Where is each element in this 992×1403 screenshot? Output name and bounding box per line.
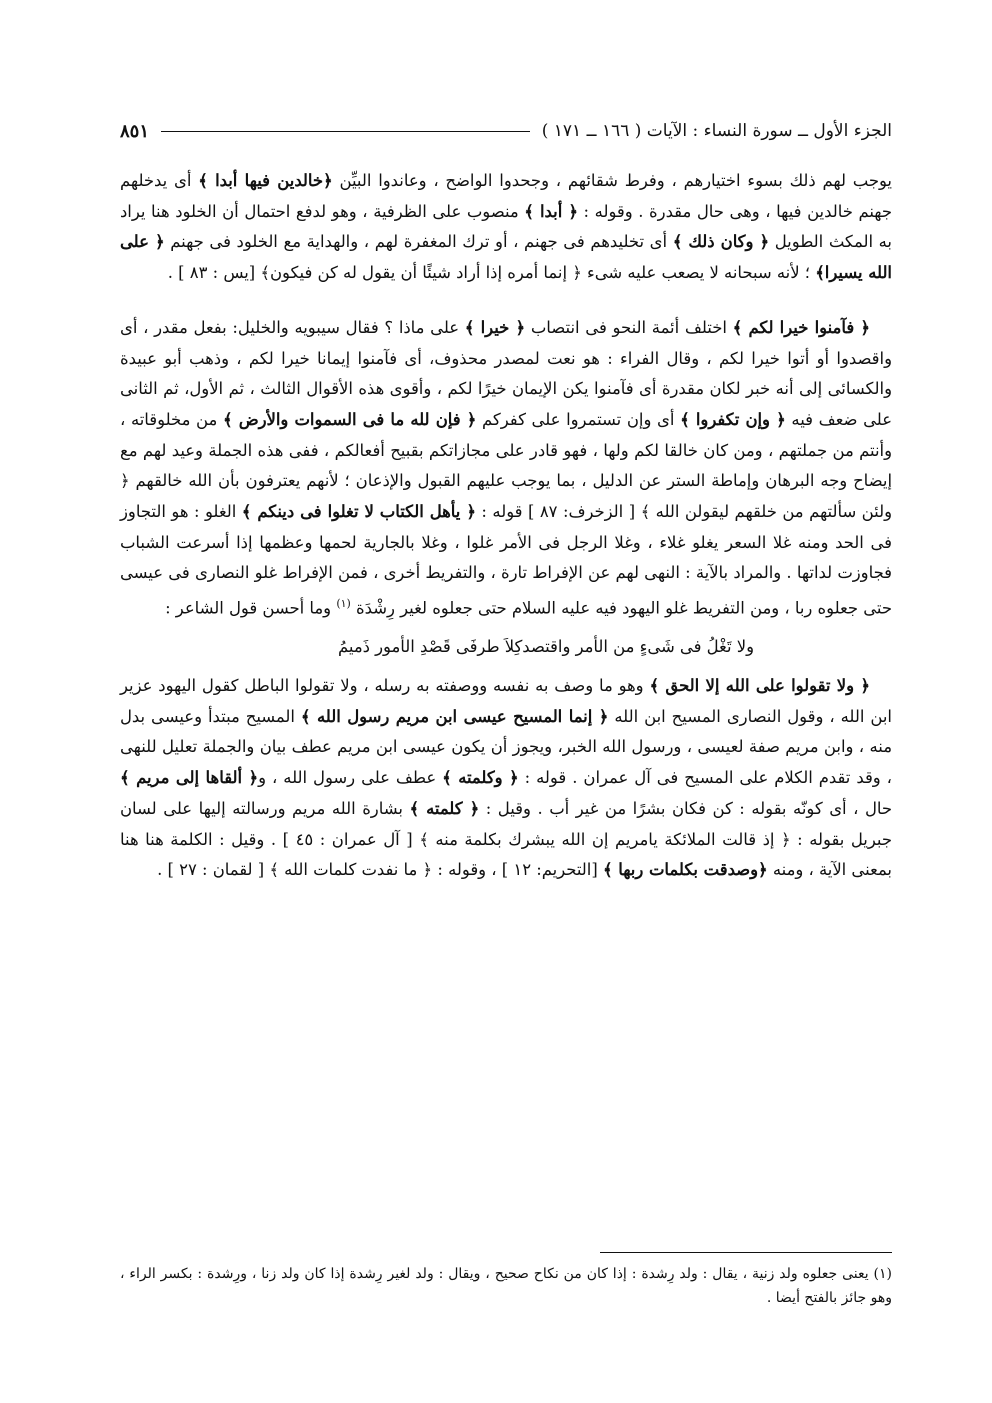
quran-quote: ﴿ على الله يسيرا﴾: [120, 232, 892, 283]
paragraph-gap: [120, 289, 892, 313]
text: وهو ما وصف به نفسه ووصفته به رسله ، ولا تقولوا الباطل كقول اليهود عزير ابن الله ، وقول النصارى المسيح ابن الله: [120, 676, 892, 726]
quran-quote: ﴿ خيرا ﴾: [464, 317, 526, 337]
text: حال ، أى كونّه بقوله : كن فكان بشرًا من غير أب . وقيل :: [479, 798, 893, 818]
quran-quote: ﴿ فآمنوا خيرا لكم ﴾: [732, 317, 870, 337]
quran-quote: ﴿ أبدا ﴾: [524, 201, 578, 221]
quran-quote: ﴿ وكلمته ﴾: [442, 768, 519, 788]
text: من مخلوقاته ، وأنتم من جملتهم ، ومن كان خالقا لكم ولها ، فهو قادر على مجازاتكم بقبيح أفعالكم ، ففى هذه الجملة وعيد لهم مع إيضاح وجه البرهان وإماطة الستر عن الدليل ، بما يوجب عليهم القبول والإذعان ؛ لأنهم يعترفون بأن الله خالقهم ﴿ ولئن سألتهم من خلقهم ليقولن الله ﴾ [ الزخرف: ٨٧ ] قوله :: [120, 409, 893, 522]
header-rule: [161, 131, 530, 132]
quran-quote: ﴿ كلمته ﴾: [409, 798, 480, 818]
text: اختلف أئمة النحو فى انتصاب: [525, 317, 733, 337]
quran-quote: ﴿ فإن لله ما فى السموات والأرض ﴾: [223, 409, 477, 429]
text: بشارة الله مريم ورسالته إليها على لسان جبريل بقوله : ﴿ إذ قالت الملائكة يامريم إن الله يبشرك بكلمة منه ﴾ [ آل عمران : ٤٥ ] . وقيل : الكلمة هنا هنا بمعنى الآية ، ومنه: [120, 798, 892, 880]
text: الغلو : هو التجاوز فى الحد ومنه غلا السعر يغلو غلاء ، وغلا الرجل فى الأمر غلوا ، وغلا بالجارية لحمها وعظمها إذا أسرعت الشباب فجاوزت لداتها . والمراد بالآية : النهى لهم عن الإفراط تارة ، والتفريط أخرى ، فمن الإفراط غلو النصارى فى عيسى حتى جعلوه ربا ، ومن التفريط غلو اليهود فيه عليه السلام حتى جعلوه لغير رِشْدَة: [120, 502, 892, 618]
quran-quote: ﴿ ألقاها إلى مريم ﴾: [120, 768, 259, 788]
text: المسيح مبتدأ وعيسى بدل منه ، وابن مريم صفة لعيسى ، ورسول الله الخبر، ويجوز أن يكون عيسى ابن مريم عطف بيان والجملة تعليل للنهى ، وقد تقدم الكلام على المسيح فى آل عمران . قوله :: [120, 706, 892, 788]
header-title: الجزء الأول ــ سورة النساء : الآيات ( ١٦٦ ــ ١٧١ ): [541, 121, 892, 141]
quran-quote: ﴿ إنما المسيح عيسى ابن مريم رسول الله ﴾: [300, 706, 609, 726]
quran-quote: ﴿ وإن تكفروا ﴾: [680, 409, 786, 429]
text: منصوب على الظرفية ، وهو لدفع احتمال أن الخلود هنا يراد به المكث الطويل: [120, 201, 892, 252]
text: [التحريم: ١٢ ] ، وقوله : ﴿ ما نفدت كلمات الله ﴾ [ لقمان : ٢٧ ] .: [157, 860, 603, 880]
quran-quote: ﴿وصدقت بكلمات ربها ﴾: [602, 860, 768, 880]
text: ؛ لأنه سبحانه لا يصعب عليه شىء ﴿ إنما أمره إذا أراد شيئًا أن يقول له كن فيكون﴾ [يس : ٨٣ ] .: [167, 263, 816, 283]
text: عطف على رسول الله ، و: [258, 768, 443, 788]
verse-hemistich-1: ولا تَغْلُ فى شَىءٍ من الأمر واقتصد: [522, 637, 754, 657]
poetry-verse: [120, 624, 892, 671]
text: أى تخليدهم فى جهنم ، أو ترك المغفرة لهم ، والهداية مع الخلود فى جهنم: [164, 232, 673, 252]
text: أى يدخلهم جهنم خالدين فيها ، وهى حال مقدرة . وقوله :: [120, 171, 892, 221]
text: على ماذا ؟ فقال سيبويه والخليل: بفعل مقدر ، أى واقصدوا أو أتوا خيرا لكم ، وقال الفراء : هو نعت لمصدر محذوف، أى فآمنوا إيمانا خيرا لكم ، وذهب أبو عبيدة والكسائى إلى أنه خبر لكان مقدرة أى فآمنوا يكن الإيمان خيرًا لكم ، وأقوى هذه الأقوال الثالث ، ثم الأول، ثم الثانى على ضعف فيه: [120, 317, 892, 429]
running-header: [120, 116, 892, 146]
footnote: (١) يعنى جعلوه ولد زنية ، يقال : ولد رِشدة : إذا كان من نكاح صحيح ، ويقال : ولد لغير رِشدة إذا كان ولد زنا ، ورِشدة : بكسر الراء ، وهو جائز بالفتح أيضا .: [120, 1266, 892, 1306]
text: أى وإن تستمروا على كفركم: [476, 409, 681, 429]
paragraph-1: [120, 166, 892, 289]
quran-quote: ﴿ ولا تقولوا على الله إلا الحق ﴾: [649, 676, 870, 696]
main-text: [120, 166, 892, 886]
text: يوجب لهم ذلك بسوء اختيارهم ، وفرط شقائهم ، وجحدوا الواضح ، وعاندوا البيِّن: [332, 171, 892, 190]
paragraph-2: [120, 313, 892, 625]
page-number: ٨٥١: [120, 120, 150, 142]
quran-quote: ﴿خالدين فيها أبدا ﴾: [198, 171, 333, 190]
verse-hemistich-2: كِلاَ طرفَى قَصْدِ الأمور ذَميمُ: [337, 637, 523, 657]
quran-quote: ﴿ يأهل الكتاب لا تغلوا فى دينكم ﴾: [241, 502, 476, 522]
paragraph-3: [120, 671, 892, 886]
footnote-divider: [600, 1252, 892, 1253]
text: وما أحسن قول الشاعر :: [165, 598, 337, 618]
quran-quote: ﴿ وكان ذلك ﴾: [672, 232, 770, 252]
footnote-ref[interactable]: (١): [336, 597, 351, 611]
